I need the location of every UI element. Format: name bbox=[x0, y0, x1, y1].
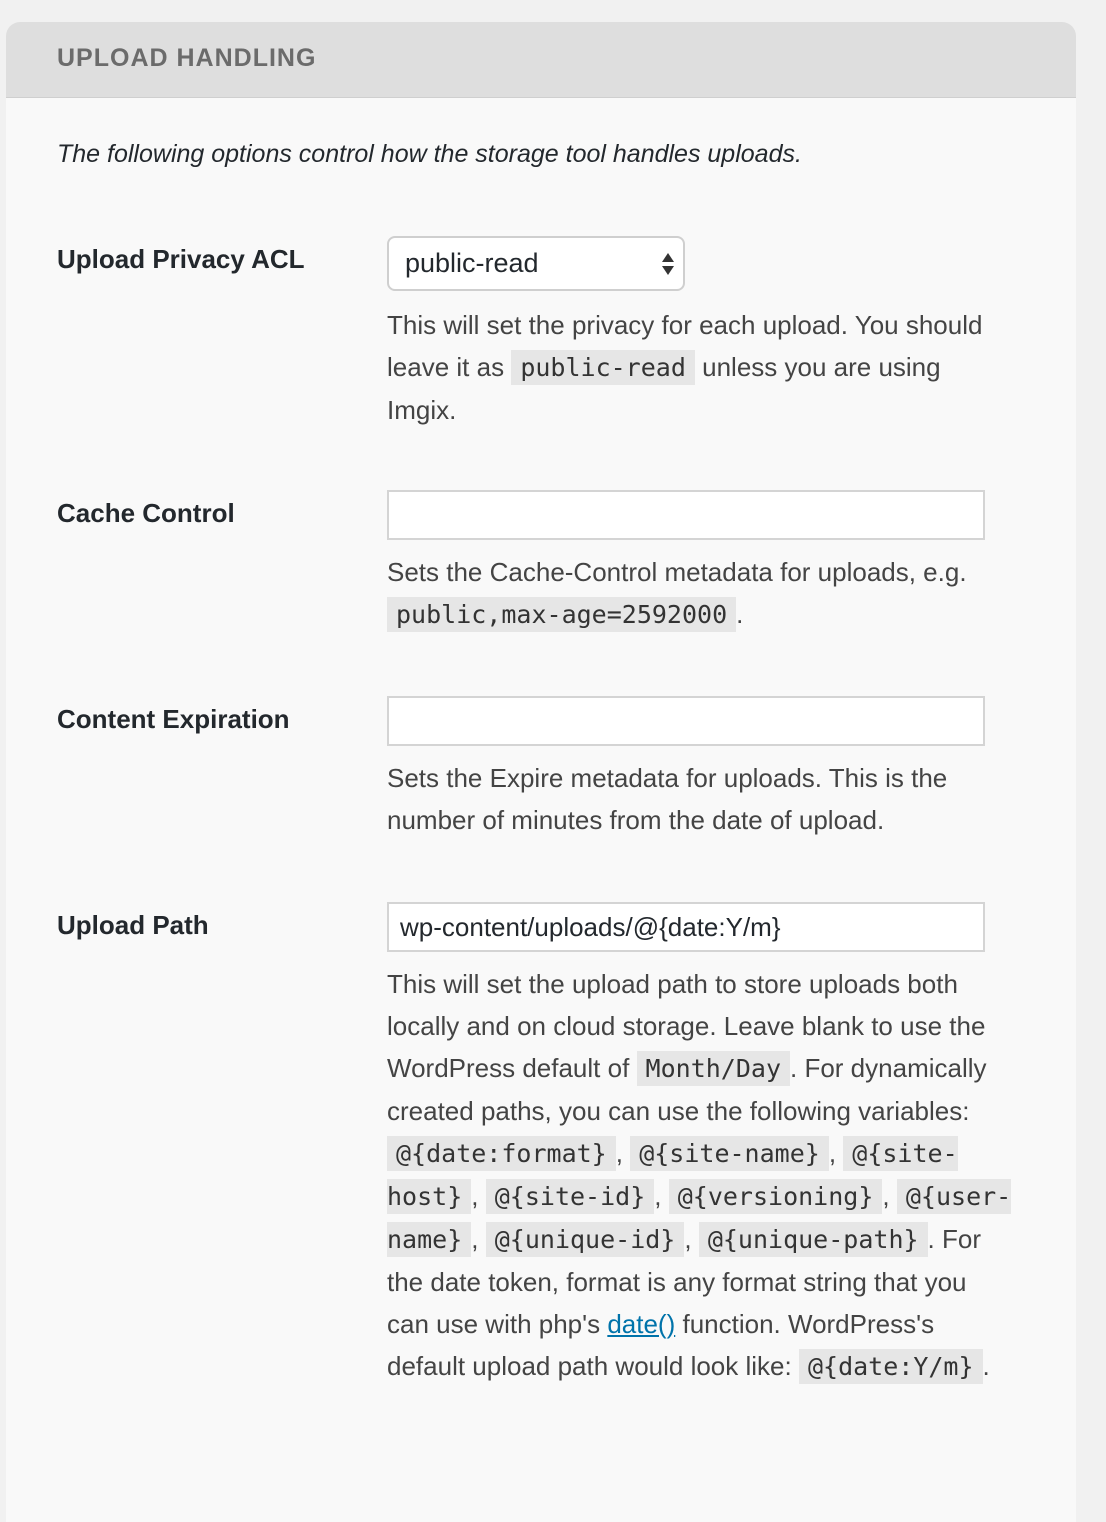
code-month-day: Month/Day bbox=[637, 1051, 790, 1086]
cache-control-input[interactable] bbox=[387, 490, 985, 540]
code-date-example: @{date:Y/m} bbox=[799, 1349, 983, 1384]
upload-path-input[interactable]: wp-content/uploads/@{date:Y/m} bbox=[387, 902, 985, 952]
select-value: public-read bbox=[405, 248, 539, 278]
upload-path-description: This will set the upload path to store uploads both locally and on cloud storage. Leave blank to use the WordPress default of Month/Day . For dynamically created paths, you can use the following variables: @{date:format} , @{site-name} , @{site-host} , @{site-id} , @{versioning} , @{user-name} , @{unique-id} , @{unique-path} . For the date token, format is any format string that you can use with php's date() function. WordPress's default upload path would look like: @{date:Y/m} . bbox=[387, 963, 1012, 1388]
token-user-name: @{user-name} bbox=[387, 1179, 1011, 1257]
panel-title: UPLOAD HANDLING bbox=[57, 44, 317, 72]
cache-control-field bbox=[387, 490, 1027, 636]
upload-privacy-acl-description: This will set the privacy for each upload. You should leave it as public-read unless you are using Imgix. bbox=[387, 310, 983, 425]
token-unique-id: @{unique-id} bbox=[486, 1222, 685, 1257]
token-site-name: @{site-name} bbox=[630, 1136, 829, 1171]
upload-privacy-acl-field bbox=[387, 236, 1027, 431]
panel-intro: The following options control how the storage tool handles uploads. bbox=[57, 140, 802, 168]
code-public-read: public-read bbox=[511, 350, 695, 385]
select-arrows-icon bbox=[661, 251, 675, 277]
upload-handling-panel bbox=[6, 22, 1076, 1522]
upload-privacy-acl-label: Upload Privacy ACL bbox=[57, 244, 305, 274]
cache-control-description: Sets the Cache-Control metadata for uploads, e.g. public,max-age=2592000 . bbox=[387, 551, 1012, 636]
token-site-id: @{site-id} bbox=[486, 1179, 655, 1214]
content-expiration-field bbox=[387, 696, 1027, 841]
php-date-link[interactable]: date() bbox=[607, 1309, 676, 1339]
upload-path-field bbox=[387, 902, 1027, 1388]
content-expiration-label: Content Expiration bbox=[57, 704, 290, 734]
token-versioning: @{versioning} bbox=[669, 1179, 883, 1214]
content-expiration-input[interactable] bbox=[387, 696, 985, 746]
token-site-host: @{site-host} bbox=[387, 1136, 958, 1214]
upload-privacy-acl-select[interactable] bbox=[387, 236, 685, 291]
token-date-format: @{date:format} bbox=[387, 1136, 616, 1171]
code-cache-example: public,max-age=2592000 bbox=[387, 597, 736, 632]
token-unique-path: @{unique-path} bbox=[699, 1222, 928, 1257]
panel-header bbox=[6, 22, 1076, 98]
upload-path-label: Upload Path bbox=[57, 910, 209, 940]
cache-control-label: Cache Control bbox=[57, 498, 235, 528]
content-expiration-description: Sets the Expire metadata for uploads. This is the number of minutes from the date of upload. bbox=[387, 763, 948, 835]
